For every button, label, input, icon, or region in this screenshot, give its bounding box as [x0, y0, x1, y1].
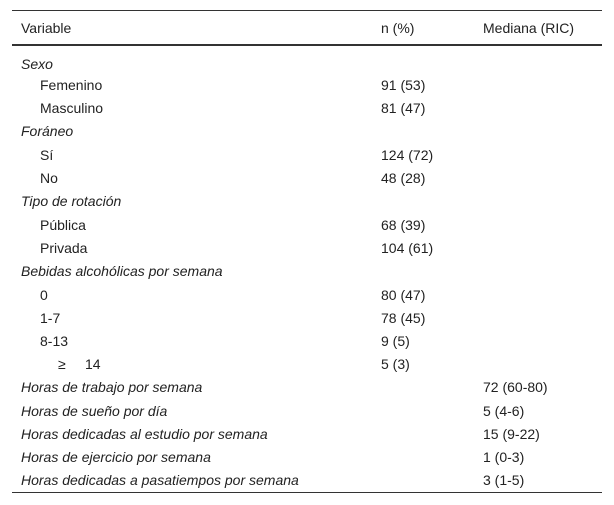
hours-row-trabajo: [12, 375, 602, 399]
category-row-bebidas: [12, 259, 602, 283]
category-row-rotacion: [12, 189, 602, 213]
table-row: [12, 329, 602, 352]
row-label: Horas dedicadas a pasatiempos por semana: [21, 472, 299, 488]
row-label: Masculino: [40, 99, 104, 116]
table-body: [12, 45, 602, 493]
category-row-foraneo: [12, 119, 602, 143]
row-label: Privada: [40, 239, 88, 256]
header-n: n (%): [381, 19, 415, 36]
row-n: 80 (47): [381, 286, 426, 303]
table-row: [12, 306, 602, 329]
category-label: Bebidas alcohólicas por semana: [21, 263, 223, 279]
row-mediana: 3 (1-5): [483, 472, 525, 488]
hours-row-pasatiempos: [12, 468, 602, 493]
row-n: 48 (28): [381, 169, 426, 186]
row-mediana: 72 (60-80): [483, 379, 548, 395]
hours-row-sueno: [12, 399, 602, 422]
table-header: [12, 11, 602, 46]
row-mediana: 15 (9-22): [483, 425, 540, 442]
header-row: [12, 11, 602, 46]
data-table: [12, 10, 602, 493]
table-row: [12, 213, 602, 236]
hours-row-estudio: [12, 422, 602, 445]
table-row: [12, 166, 602, 189]
row-n: 78 (45): [381, 309, 426, 326]
category-label: Tipo de rotación: [21, 193, 122, 209]
row-label: 0: [40, 286, 48, 303]
row-n: 91 (53): [381, 76, 426, 93]
category-label: Foráneo: [21, 123, 74, 139]
table-row: [12, 73, 602, 96]
row-label: No: [40, 169, 58, 186]
row-n: 81 (47): [381, 99, 426, 116]
row-label: Horas de trabajo por semana: [21, 379, 203, 395]
row-label: 14: [85, 355, 101, 372]
table-row: [12, 352, 602, 375]
row-label: Horas dedicadas al estudio por semana: [21, 425, 268, 442]
row-n: 5 (3): [381, 355, 410, 372]
row-mediana: 5 (4-6): [483, 402, 525, 419]
row-n: 104 (61): [381, 239, 434, 256]
row-n: 68 (39): [381, 216, 426, 233]
header-variable: Variable: [21, 19, 72, 36]
row-label: 8-13: [40, 332, 69, 349]
row-label: Femenino: [40, 76, 103, 93]
category-label: Sexo: [21, 56, 53, 72]
row-mediana: 1 (0-3): [483, 448, 525, 465]
header-mediana: Mediana (RIC): [483, 19, 575, 36]
row-label: 1-7: [40, 309, 61, 326]
table-row: [12, 143, 602, 166]
hours-row-ejercicio: [12, 445, 602, 468]
table-row: [12, 283, 602, 306]
data-table-container: [12, 10, 602, 493]
row-label: Pública: [40, 216, 86, 233]
row-n: 9 (5): [381, 332, 410, 349]
row-label-geq: [12, 352, 372, 375]
category-row-sexo: [12, 45, 602, 73]
table-row: [12, 96, 602, 119]
row-label: Horas de sueño por día: [21, 402, 168, 419]
table-row: [12, 236, 602, 259]
geq-symbol: ≥: [58, 355, 66, 372]
row-label: Sí: [40, 146, 54, 163]
row-label: Horas de ejercicio por semana: [21, 448, 211, 465]
row-n: 124 (72): [381, 146, 434, 163]
